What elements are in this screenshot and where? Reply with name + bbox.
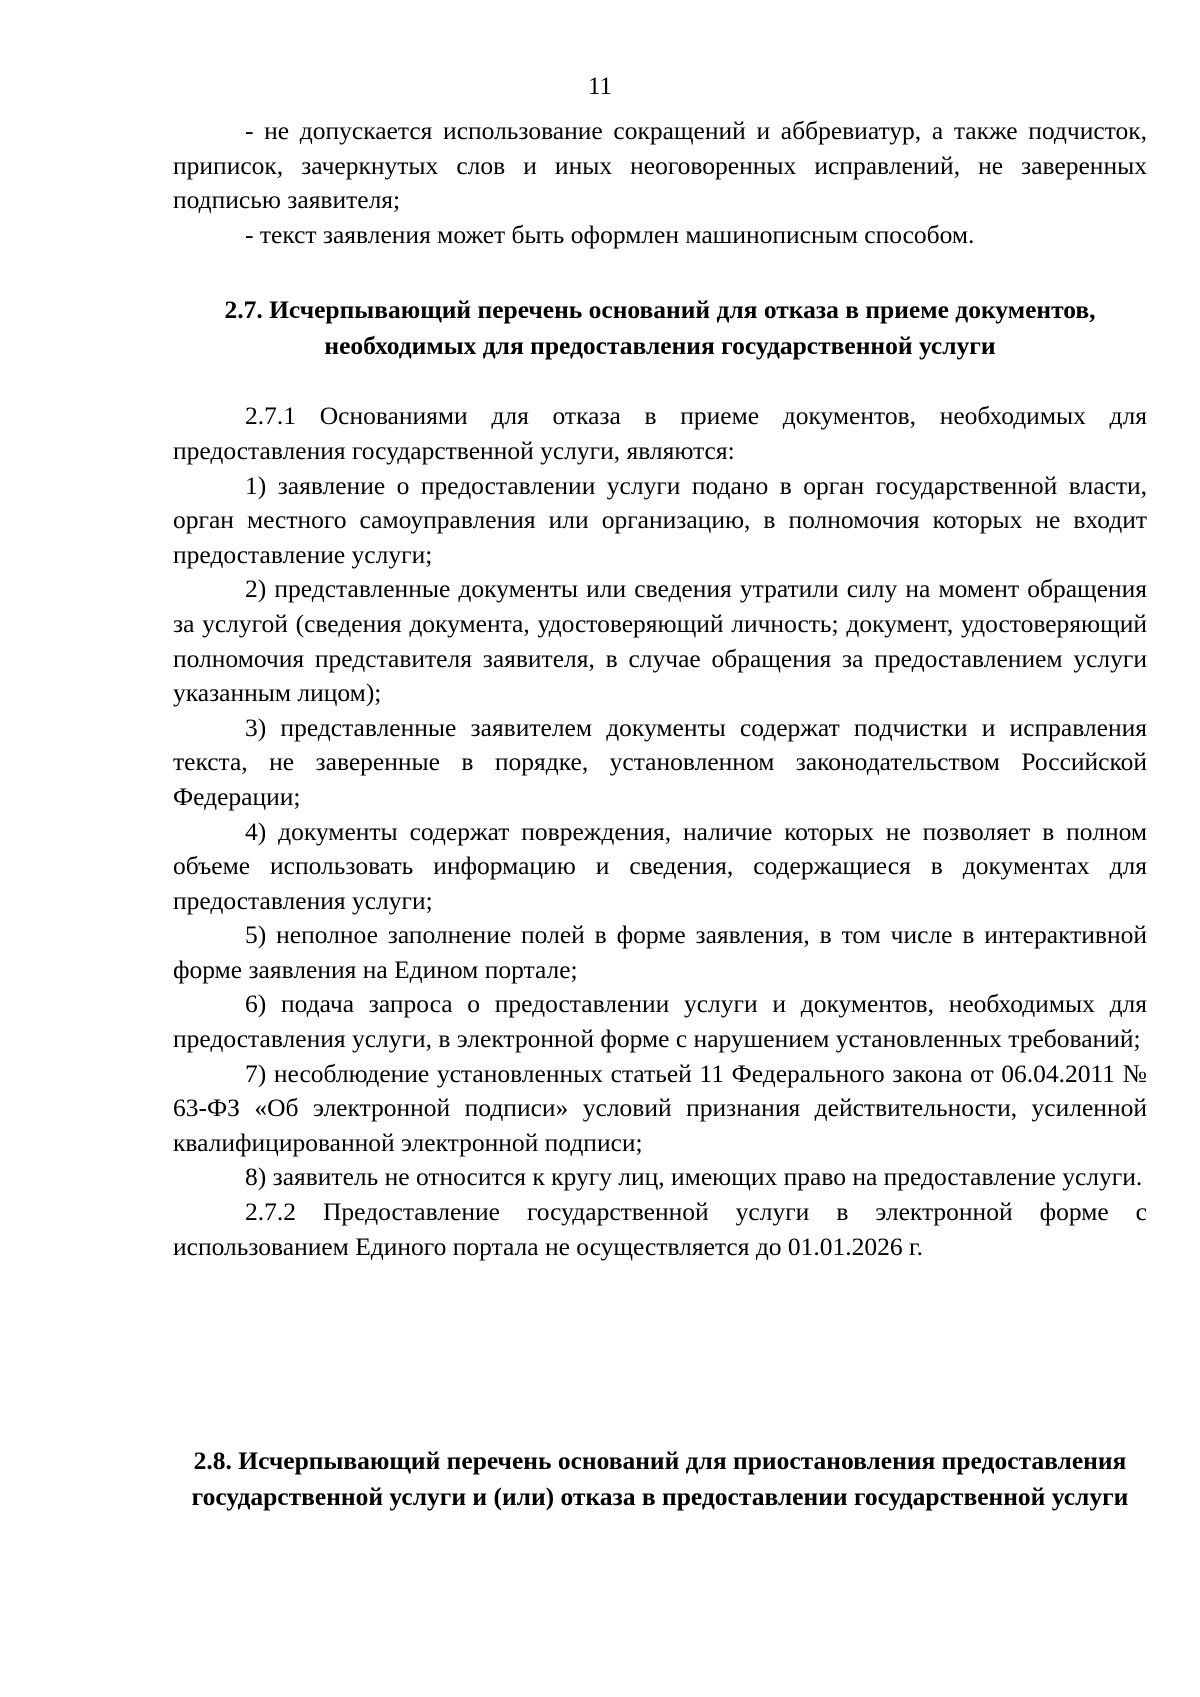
list-item-7: 7) несоблюдение установленных статьей 11 Федерального закона от 06.04.2011 № 63-ФЗ «Об электронной подписи» условий признания действительности, усиленной квалифицированной электронной подписи; (173, 1058, 1147, 1157)
list-item-1: 1) заявление о предоставлении услуги подано в орган государственной власти, орган местного самоуправления или организацию, в полномочия которых не входит предоставление услуги; (173, 470, 1147, 569)
list-item-6: 6) подача запроса о предоставлении услуги и документов, необходимых для предоставления услуги, в электронной форме с нарушением установленных требований; (173, 989, 1147, 1054)
section-2-7-heading: 2.7. Исчерпывающий перечень оснований для отказа в приеме документов, необходимых для предоставления государственной услуги (224, 295, 1096, 361)
section-2-8-heading: 2.8. Исчерпывающий перечень оснований для приостановления предоставления государственной услуги и (или) отказа в предоставлении государственной услуги (191, 1446, 1129, 1511)
page-number: 11 (587, 73, 613, 100)
list-item-5: 5) неполное заполнение полей в форме заявления, в том числе в интерактивной форме заявления на Едином портале; (173, 920, 1147, 984)
paragraph-2-7-1: 2.7.1 Основаниями для отказа в приеме документов, необходимых для предоставления государственной услуги, являются: (173, 401, 1147, 465)
list-item-2: 2) представленные документы или сведения утратили силу на момент обращения за услугой (сведения документа, удостоверяющий личность; документ, удостоверяющий полномочия представителя заявителя, в случае обращения за предоставлением услуги указанным лицом); (173, 574, 1147, 708)
intro-item-2: - текст заявления может быть оформлен машинописным способом. (245, 219, 975, 249)
intro-item-1: - не допускается использование сокращений и аббревиатур, а также подчисток, приписок, зачеркнутых слов и иных неоговоренных исправлений, не заверенных подписью заявителя; (173, 116, 1147, 215)
list-item-3: 3) представленные заявителем документы содержат подчистки и исправления текста, не заверенные в порядке, установленном законодательством Российской Федерации; (173, 712, 1147, 811)
page-content (173, 114, 1147, 1264)
list-item-4: 4) документы содержат повреждения, наличие которых не позволяет в полном объеме использовать информацию и сведения, содержащиеся в документах для предоставления услуги; (173, 816, 1147, 915)
paragraph-2-7-2: 2.7.2 Предоставление государственной услуги в электронной форме с использованием Единого портала не осуществляется до 01.01.2026 г. (173, 1197, 1147, 1261)
list-item-8: 8) заявитель не относится к кругу лиц, имеющих право на предоставление услуги. (245, 1162, 1143, 1192)
